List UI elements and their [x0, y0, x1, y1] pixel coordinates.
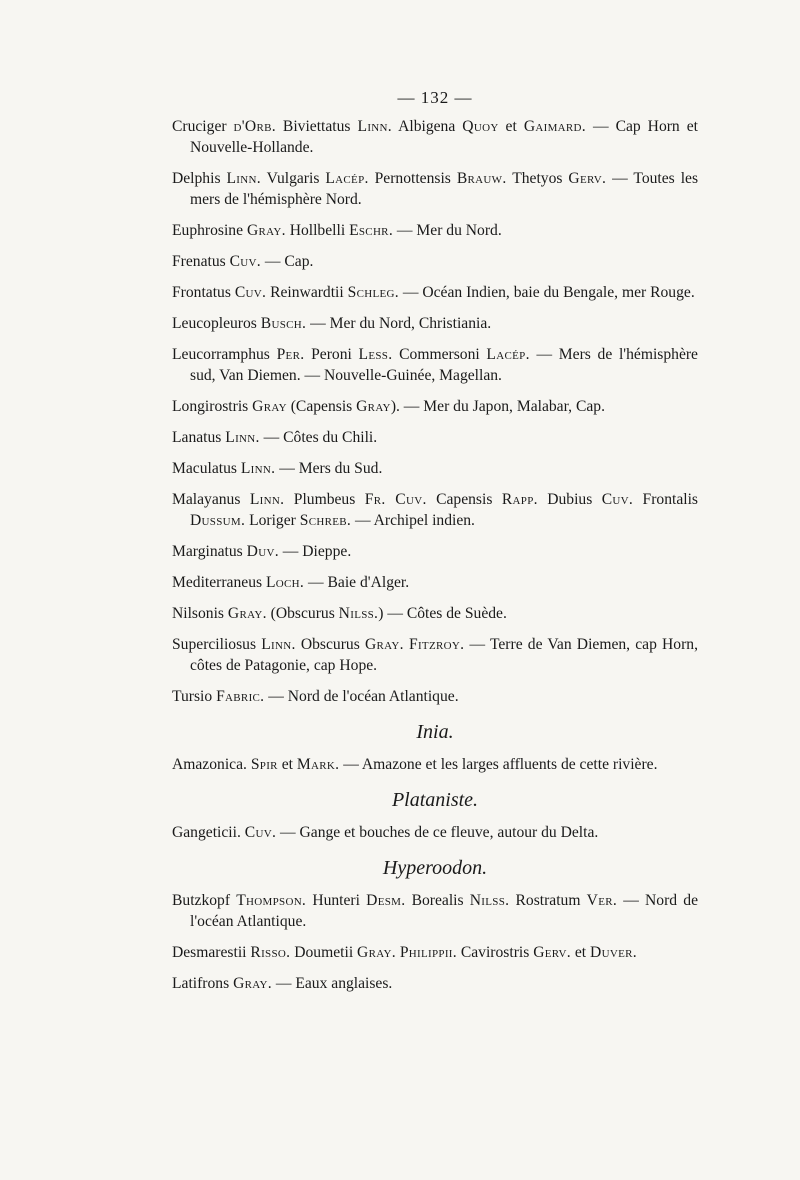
author-name: Duv. [246, 543, 279, 560]
species-entry: Nilsonis Gray. (Obscurus Nilss.) — Côtes de Suède. [172, 605, 507, 622]
author-name: Gaimard. [523, 118, 586, 135]
author-name: Cuv. [234, 284, 267, 301]
species-entry: Delphis Linn. Vulgaris Lacép. Pernottensis Brauw. Thetyos Gerv. — Toutes les mers de l'hémisphère Nord. [172, 170, 699, 208]
genus-heading: Hyperoodon. [382, 857, 488, 879]
species-entry: Frontatus Cuv. Reinwardtii Schleg. — Océan Indien, baie du Bengale, mer Rouge. [172, 284, 695, 301]
author-name: Busch. [260, 315, 307, 332]
species-entry: Cruciger d'Orb. Biviettatus Linn. Albigena Quoy et Gaimard. — Cap Horn et Nouvelle-Hollande. [172, 118, 698, 156]
author-name: Mark. [296, 756, 340, 773]
author-name: Lacép. [486, 346, 530, 363]
species-entry: Frenatus Cuv. — Cap. [172, 253, 314, 270]
species-entry: Euphrosine Gray. Hollbelli Eschr. — Mer du Nord. [172, 222, 502, 239]
author-name: Lacép. [325, 170, 369, 187]
page-body [172, 116, 698, 994]
author-name: Risso. [250, 944, 291, 961]
species-entry: Lanatus Linn. — Côtes du Chili. [172, 429, 378, 446]
species-entry: Leucopleuros Busch. — Mer du Nord, Christiania. [172, 315, 492, 332]
author-name: Gray. [246, 222, 286, 239]
author-name: Brauw. [456, 170, 507, 187]
species-entry: Butzkopf Thompson. Hunteri Desm. Borealis Nilss. Rostratum Ver. — Nord de l'océan Atlantique. [172, 892, 698, 930]
author-name: Gray. [364, 636, 404, 653]
author-name: Schreb. [299, 512, 352, 529]
species-entry: Longirostris Gray (Capensis Gray). — Mer du Japon, Malabar, Cap. [172, 398, 605, 415]
author-name: Linn. [261, 636, 296, 653]
author-name: Loch. [265, 574, 305, 591]
genus-heading: Inia. [416, 721, 454, 743]
author-name: Philippii. [399, 944, 457, 961]
author-name: Gray [356, 398, 391, 415]
author-name: Ver. [586, 892, 618, 909]
author-name: Quoy [462, 118, 499, 135]
author-name: Rapp. [501, 491, 538, 508]
species-entry: Leucorramphus Per. Peroni Less. Commersoni Lacép. — Mers de l'hémisphère sud, Van Diemen. — Nouvelle-Guinée, Magellan. [172, 346, 698, 384]
author-name: Linn. [226, 170, 261, 187]
author-name: Duver. [590, 944, 637, 961]
author-name: Fr. Cuv. [364, 491, 427, 508]
author-name: Nilss. [469, 892, 510, 909]
species-entry: Latifrons Gray. — Eaux anglaises. [172, 975, 393, 992]
author-name: Fitzroy. [408, 636, 465, 653]
genus-heading: Plataniste. [391, 789, 479, 811]
author-name: Eschr. [349, 222, 394, 239]
author-name: Gray. [227, 605, 267, 622]
species-entry: Maculatus Linn. — Mers du Sud. [172, 460, 383, 477]
page-number: — 132 — [397, 88, 473, 107]
species-entry: Gangeticii. Cuv. — Gange et bouches de ce fleuve, autour du Delta. [172, 824, 599, 841]
species-entry: Malayanus Linn. Plumbeus Fr. Cuv. Capensis Rapp. Dubius Cuv. Frontalis Dussum. Loriger Schreb. — Archipel indien. [172, 491, 698, 529]
author-name: Less. [358, 346, 393, 363]
author-name: Linn. [357, 118, 392, 135]
author-name: Gerv. [533, 944, 571, 961]
author-name: Gerv. [568, 170, 607, 187]
species-entry: Amazonica. Spir et Mark. — Amazone et les larges affluents de cette rivière. [172, 756, 658, 773]
author-name: Cuv. [601, 491, 634, 508]
author-name: Schleg. [347, 284, 399, 301]
author-name: Fabric. [216, 688, 265, 705]
author-name: Cuv. [244, 824, 277, 841]
author-name: Linn. [249, 491, 285, 508]
species-entry: Marginatus Duv. — Dieppe. [172, 543, 352, 560]
author-name: Dussum. [190, 512, 246, 529]
author-name: Gray. [233, 975, 272, 992]
author-name: Spir [250, 756, 278, 773]
author-name: d'Orb. [233, 118, 276, 135]
author-name: Gray [252, 398, 287, 415]
species-entry: Tursio Fabric. — Nord de l'océan Atlantique. [172, 688, 459, 705]
author-name: Per. [276, 346, 305, 363]
author-name: Thompson. [236, 892, 307, 909]
author-name: Linn. [240, 460, 276, 477]
document-page [172, 88, 698, 1004]
author-name: Desm. [366, 892, 406, 909]
author-name: Linn. [225, 429, 260, 446]
species-entry: Desmarestii Risso. Doumetii Gray. Philippii. Cavirostris Gerv. et Duver. [172, 944, 637, 961]
author-name: Nilss. [338, 605, 379, 622]
species-entry: Mediterraneus Loch. — Baie d'Alger. [172, 574, 410, 591]
author-name: Cuv. [229, 253, 261, 270]
species-entry: Superciliosus Linn. Obscurus Gray. Fitzroy. — Terre de Van Diemen, cap Horn, côtes de Patagonie, cap Hope. [172, 636, 698, 674]
author-name: Gray. [357, 944, 396, 961]
